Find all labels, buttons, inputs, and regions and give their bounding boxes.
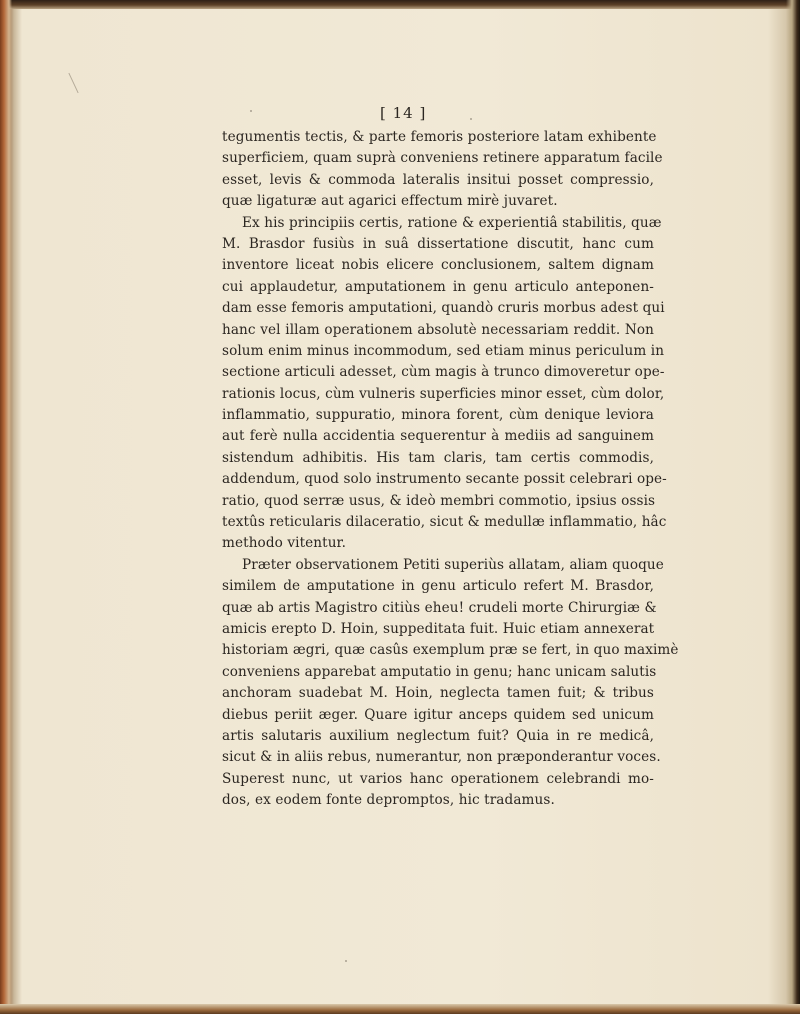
text-line: textûs reticularis dilaceratio, sicut & medullæ inflammatio, hâc [222, 514, 667, 531]
paper-speck [470, 118, 472, 120]
paragraph-3 [222, 555, 679, 812]
text-line: ratio, quod serræ usus, & ideò membri commotio, ipsius ossis [222, 492, 656, 509]
text-line: amicis erepto D. Hoin, suppeditata fuit. Huic etiam annexerat [222, 620, 655, 637]
text-line: inventore liceat nobis elicere conclusionem, saltem dignam [222, 257, 654, 274]
text-line: similem de amputatione in genu articulo refert M. Brasdor, [222, 578, 654, 595]
text-line: quæ ligaturæ aut agarici effectum mirè juvaret. [222, 193, 558, 210]
text-line: rationis locus, cùm vulneris superficies minor esset, cùm dolor, [222, 385, 665, 402]
text-line: sicut & in aliis rebus, numerantur, non præponderantur voces. [222, 749, 661, 766]
text-line: anchoram suadebat M. Hoin, neglecta tamen fuit; & tribus [222, 685, 654, 702]
paper-mark [68, 73, 78, 93]
text-line: sectione articuli adesset, cùm magis à trunco dimoveretur ope- [222, 364, 665, 381]
text-line: dam esse femoris amputationi, quandò cruris morbus adest qui [222, 300, 665, 317]
text-line: Superest nunc, ut varios hanc operationem celebrandi mo- [222, 770, 654, 787]
text-line: dos, ex eodem fonte depromptos, hic tradamus. [222, 792, 555, 809]
text-line: aut ferè nulla accidentia sequerentur à mediis ad sanguinem [222, 428, 654, 445]
text-line: tegumentis tectis, & parte femoris posteriore latam exhibente [222, 129, 657, 145]
paper-speck [250, 110, 252, 112]
text-line: methodo vitentur. [222, 535, 347, 552]
text-line: historiam ægri, quæ casûs exemplum præ se fert, in quo maximè [222, 642, 679, 659]
text-line: solum enim minus incommodum, sed etiam minus periculum in [222, 342, 665, 359]
text-line: addendum, quod solo instrumento secante possit celebrari ope- [222, 471, 667, 488]
text-line: conveniens apparebat amputatio in genu; hanc unicam salutis [222, 663, 657, 680]
text-line: sistendum adhibitis. His tam claris, tam certis commodis, [222, 449, 654, 466]
text-line: hanc vel illam operationem absolutè necessariam reddit. Non [222, 321, 654, 338]
text-line: superficiem, quam suprà conveniens retinere apparatum facile [222, 150, 663, 167]
paragraph-2 [222, 213, 667, 555]
text-block [222, 127, 679, 812]
text-line: Præter observationem Petiti superiùs allatam, aliam quoque [242, 556, 664, 573]
text-line: M. Brasdor fusiùs in suâ dissertatione discutit, hanc cum [222, 235, 654, 252]
text-line: quæ ab artis Magistro citiùs eheu! crudeli morte Chirurgiæ & [222, 599, 657, 616]
text-line: esset, levis & commoda lateralis insitui posset compressio, [222, 171, 654, 188]
text-line: Ex his principiis certis, ratione & experientiâ stabilitis, quæ [242, 214, 662, 231]
paragraph-1 [222, 127, 663, 213]
page-number: [ 14 ] [380, 104, 427, 122]
paper-speck [345, 960, 347, 962]
text-line: diebus periit æger. Quare igitur anceps quidem sed unicum [222, 706, 654, 723]
text-line: artis salutaris auxilium neglectum fuit? Quia in re medicâ, [222, 727, 654, 744]
text-line: inflammatio, suppuratio, minora forent, cùm denique leviora [222, 407, 654, 424]
text-line: cui applaudetur, amputationem in genu articulo anteponen- [222, 278, 654, 295]
